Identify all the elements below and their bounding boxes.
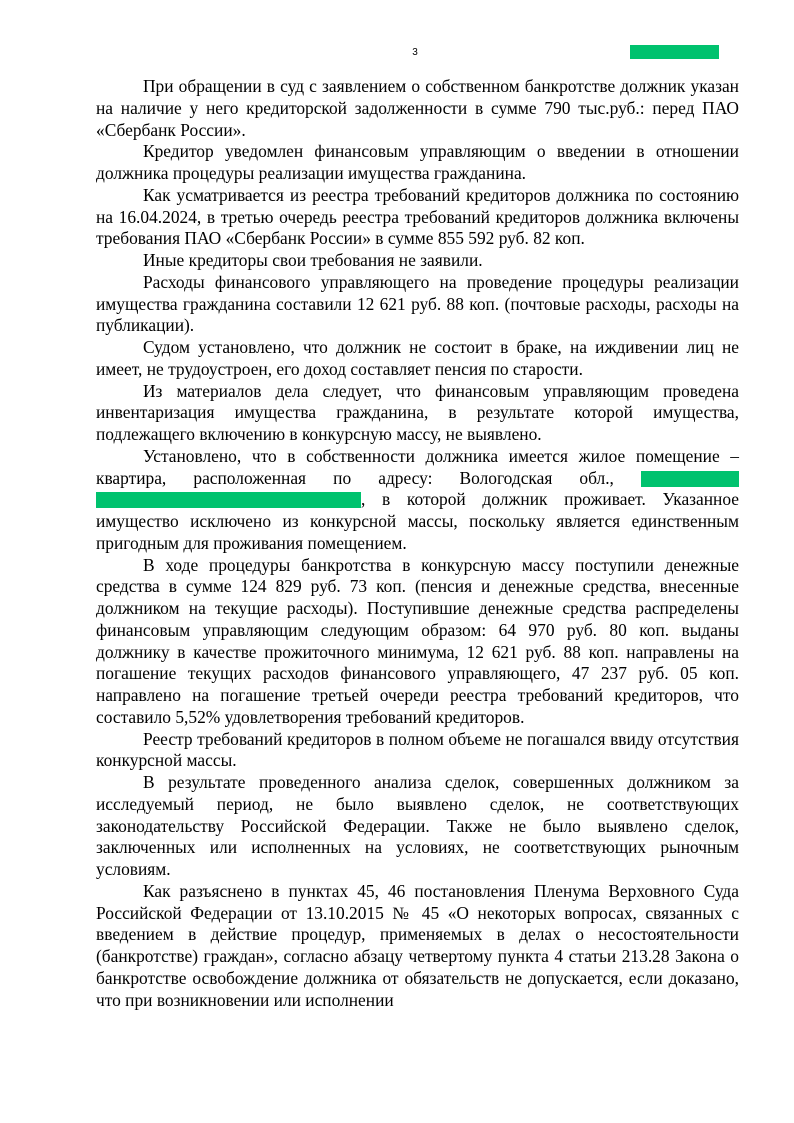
address-text-part-1: Установлено, что в собственности должника имеется жилое помещение – квартира, расположенная по адресу: Вологодская обл., [96, 445, 739, 488]
paragraph-residential-property [96, 446, 739, 555]
paragraph-plenum-resolution: Как разъяснено в пунктах 45, 46 постановления Пленума Верховного Суда Российской Федерации от 13.10.2015 № 45 «О некоторых вопросах, связанных с введением в действие процедур, применяемых в делах о несостоятельности (банкротстве) граждан», согласно абзацу четвертому пункта 4 статьи 213.28 Закона о банкротстве освобождение должника от обязательств не допускается, если доказано, что при возникновении или исполнении [96, 880, 739, 1010]
address-text-part-2: , в которой должник проживает. Указанное имущество исключено из конкурсной массы, поскольку является единственным пригодным для проживания помещением. [96, 489, 739, 553]
paragraph-other-creditors: Иные кредиторы свои требования не заявили. [143, 250, 483, 270]
paragraph-creditor-registry: Как усматривается из реестра требований кредиторов должника по состоянию на 16.04.2024, в третью очередь реестра требований кредиторов должника включены требования ПАО «Сбербанк России» в сумме 855 592 руб. 82 коп. [96, 184, 739, 249]
redaction-mark-address-1 [641, 471, 739, 487]
page-number: 3 [412, 47, 418, 58]
paragraph-bankruptcy-estate-funds: В ходе процедуры банкротства в конкурсную массу поступили денежные средства в сумме 124 829 руб. 73 коп. (пенсия и денежные средства, внесенные должником на текущие расходы). Поступившие денежные средства распределены финансовым управляющим следующим образом: 64 970 руб. 80 коп. выданы должнику в качестве прожиточного минимума, 12 621 руб. 88 коп. направлены на погашение текущих расходов финансового управляющего, 47 237 руб. 05 коп. направлено на погашение третьей очереди реестра требований кредиторов, что составило 5,52% удовлетворения требований кредиторов. [96, 554, 739, 727]
document-body [96, 76, 739, 1011]
redaction-mark-address-2 [96, 492, 361, 508]
paragraph-creditor-notified: Кредитор уведомлен финансовым управляющим о введении в отношении должника процедуры реализации имущества гражданина. [96, 141, 739, 183]
paragraph-registry-not-repaid: Реестр требований кредиторов в полном объеме не погашался ввиду отсутствия конкурсной массы. [96, 728, 739, 771]
paragraph-debtor-status: Судом установлено, что должник не состоит в браке, на иждивении лиц не имеет, не трудоустроен, его доход составляет пенсия по старости. [96, 337, 739, 379]
redaction-mark-top [630, 45, 719, 59]
paragraph-manager-expenses: Расходы финансового управляющего на проведение процедуры реализации имущества гражданина составили 12 621 руб. 88 коп. (почтовые расходы, расходы на публикации). [96, 271, 739, 336]
paragraph-inventory: Из материалов дела следует, что финансовым управляющим проведена инвентаризация имущества гражданина, в результате которой имущества, подлежащего включению в конкурсную массу, не выявлено. [96, 380, 739, 444]
paragraph-transactions-analysis: В результате проведенного анализа сделок, совершенных должником за исследуемый период, не было выявлено сделок, не соответствующих законодательству Российской Федерации. Также не было выявлено сделок, заключенных или исполненных на условиях, не соответствующих рыночным условиям. [96, 772, 739, 879]
paragraph-bankruptcy-application: При обращении в суд с заявлением о собственном банкротстве должник указан на наличие у него кредиторской задолженности в сумме 790 тыс.руб.: перед ПАО «Сбербанк России». [96, 76, 739, 140]
